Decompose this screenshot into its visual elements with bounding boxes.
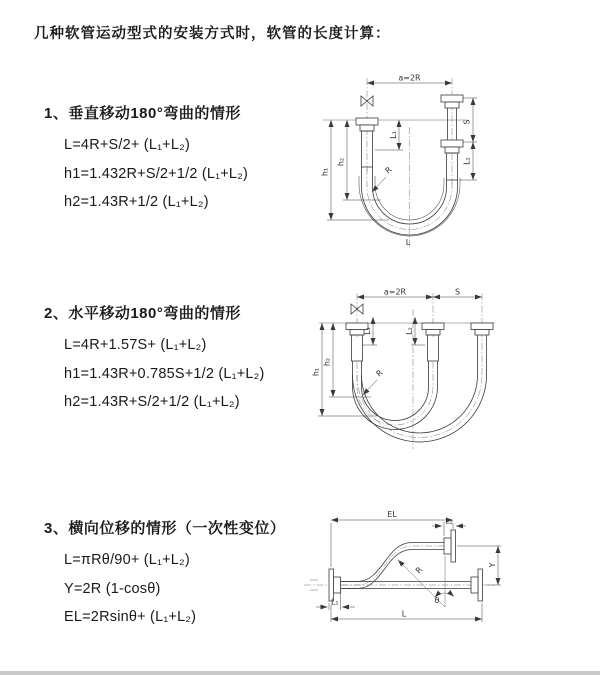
- section-3-heading: 3、横向位移的情形（一次性变位）: [44, 520, 286, 537]
- d3-dimensions: [316, 510, 501, 622]
- section-1-formula-h2: h2=1.43R+1/2 (L₁+L₂): [64, 194, 209, 210]
- d3-top-right-flange: [444, 530, 456, 562]
- d1-dim-label-h1: h₁: [320, 167, 330, 177]
- section-2-heading: 2、水平移动180°弯曲的情形: [44, 305, 241, 322]
- d2-dim-label-l2: L₂: [405, 327, 414, 335]
- d3-dim-label-l1: L₁: [330, 597, 339, 607]
- d2-dim-label-l1: L₁: [363, 327, 372, 335]
- section-3-formula-Y: Y=2R (1-cosθ): [64, 580, 161, 597]
- d3-dim-label-y: Y: [488, 562, 497, 568]
- d2-dim-label-a2r: a=2R: [383, 287, 407, 297]
- d1-dim-label-l1: L₁: [389, 131, 398, 139]
- d2-dim-label-h1: h₁: [311, 367, 321, 377]
- d3-dim-label-l2: L₂: [445, 516, 453, 526]
- section-1-vertical-movement: [44, 102, 248, 217]
- d2-dim-label-h2: h₂: [322, 357, 332, 367]
- diagram-lateral-displacement: [298, 506, 600, 658]
- d2-dim-label-s: S: [454, 287, 461, 297]
- section-1-formula-L: L=4R+S/2+ (L₁+L₂): [64, 137, 190, 153]
- diagram-horizontal-180-bend: [313, 287, 600, 459]
- d3-dim-label-el: EL: [387, 510, 397, 519]
- d1-dim-label-l2: L₂: [462, 157, 472, 165]
- d2-dimensions: [312, 288, 483, 417]
- diagram-vertical-180-bend: [315, 72, 585, 257]
- section-3-lateral-displacement: [44, 517, 285, 632]
- d2-middle-flange-fitting: [422, 323, 444, 361]
- section-2-formula-h2: h2=1.43R+S/2+1/2 (L₁+L₂): [64, 394, 240, 410]
- d1-dim-label-s: S: [462, 119, 472, 125]
- section-2-formula-L: L=4R+1.57S+ (L₁+L₂): [64, 337, 207, 353]
- section-3-formula-L: L=πRθ/90+ (L₁+L₂): [64, 552, 190, 568]
- d3-right-flange: [471, 569, 483, 601]
- d2-radius-label: R: [374, 368, 385, 379]
- d1-length-label: L: [405, 238, 411, 247]
- d1-dim-label-h2: h₂: [336, 157, 346, 167]
- d3-left-flange: [329, 569, 341, 601]
- section-2-horizontal-movement: [44, 302, 265, 417]
- d1-dim-label-a2r: a=2R: [398, 73, 421, 83]
- page-edge-shadow: [0, 671, 600, 675]
- d2-u-hoses: [353, 349, 487, 442]
- d1-centerlines: [367, 78, 452, 248]
- d3-radius-label: R: [413, 565, 425, 576]
- page-title: 几种软管运动型式的安装方式时，软管的长度计算：: [34, 26, 391, 42]
- section-1-formula-h1: h1=1.432R+S/2+1/2 (L₁+L₂): [64, 165, 249, 182]
- d1-radius-label: R: [383, 165, 394, 176]
- section-1-heading: 1、垂直移动180°弯曲的情形: [44, 105, 241, 122]
- d3-theta-label: θ: [434, 596, 440, 605]
- section-2-formula-h1: h1=1.43R+0.785S+1/2 (L₁+L₂): [64, 365, 265, 382]
- d3-dim-label-l: L: [401, 609, 407, 619]
- section-3-formula-EL: EL=2Rsinθ+ (L₁+L₂): [64, 609, 197, 625]
